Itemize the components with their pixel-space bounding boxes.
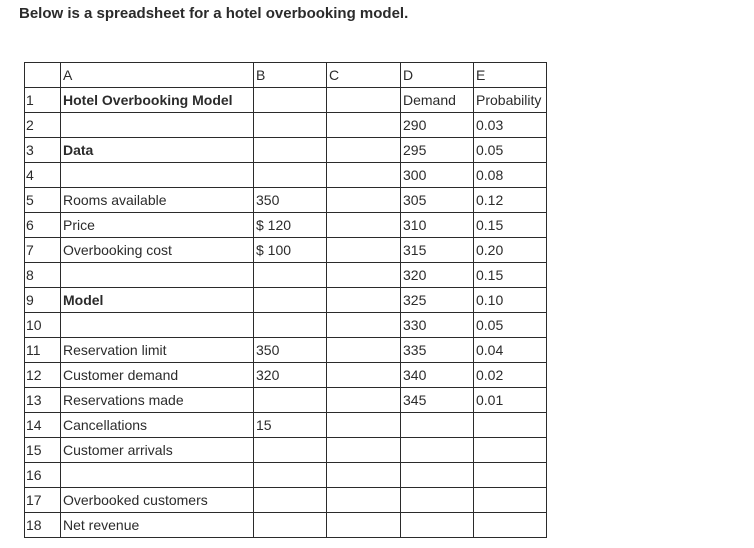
cell-d[interactable] (401, 463, 474, 488)
cell-b[interactable] (254, 163, 327, 188)
cell-d[interactable]: 290 (401, 113, 474, 138)
cell-b[interactable]: 350 (254, 338, 327, 363)
column-header-b[interactable]: B (254, 63, 327, 88)
cell-a[interactable]: Customer arrivals (61, 438, 254, 463)
table-row (25, 263, 547, 288)
cell-c[interactable] (327, 263, 401, 288)
column-header-c[interactable]: C (327, 63, 401, 88)
column-header-row (25, 63, 547, 88)
cell-b[interactable] (254, 263, 327, 288)
table-row (25, 363, 547, 388)
cell-b[interactable] (254, 463, 327, 488)
cell-e[interactable]: 0.03 (474, 113, 547, 138)
row-number[interactable]: 13 (25, 388, 61, 413)
cell-e[interactable] (474, 488, 547, 513)
cell-d[interactable] (401, 513, 474, 538)
cell-d[interactable]: 325 (401, 288, 474, 313)
cell-c[interactable] (327, 188, 401, 213)
row-number[interactable]: 5 (25, 188, 61, 213)
table-row (25, 113, 547, 138)
cell-e[interactable]: 0.15 (474, 213, 547, 238)
cell-a[interactable]: Reservations made (61, 388, 254, 413)
row-number[interactable]: 4 (25, 163, 61, 188)
row-number[interactable]: 18 (25, 513, 61, 538)
row-number[interactable]: 7 (25, 238, 61, 263)
cell-c[interactable] (327, 513, 401, 538)
cell-b[interactable] (254, 88, 327, 113)
cell-e[interactable]: 0.05 (474, 138, 547, 163)
table-row (25, 338, 547, 363)
cell-c[interactable] (327, 413, 401, 438)
row-number[interactable]: 12 (25, 363, 61, 388)
table-row (25, 288, 547, 313)
row-number[interactable]: 14 (25, 413, 61, 438)
column-header-d[interactable]: D (401, 63, 474, 88)
cell-d[interactable]: 320 (401, 263, 474, 288)
cell-a[interactable]: Overbooked customers (61, 488, 254, 513)
cell-d[interactable] (401, 413, 474, 438)
row-number[interactable]: 15 (25, 438, 61, 463)
cell-b[interactable]: 320 (254, 363, 327, 388)
cell-d[interactable] (401, 488, 474, 513)
cell-e[interactable]: 0.02 (474, 363, 547, 388)
cell-b[interactable]: 350 (254, 188, 327, 213)
cell-c[interactable] (327, 113, 401, 138)
cell-c[interactable] (327, 238, 401, 263)
cell-a[interactable]: Hotel Overbooking Model (61, 88, 254, 113)
cell-c[interactable] (327, 438, 401, 463)
cell-e[interactable]: 0.04 (474, 338, 547, 363)
table-row (25, 313, 547, 338)
cell-b[interactable] (254, 313, 327, 338)
table-row (25, 438, 547, 463)
cell-b[interactable] (254, 138, 327, 163)
cell-b[interactable]: $ 100 (254, 238, 327, 263)
table-row (25, 188, 547, 213)
cell-a[interactable] (61, 263, 254, 288)
cell-b[interactable] (254, 388, 327, 413)
cell-c[interactable] (327, 313, 401, 338)
row-number[interactable]: 10 (25, 313, 61, 338)
cell-b[interactable] (254, 113, 327, 138)
cell-a[interactable]: Overbooking cost (61, 238, 254, 263)
table-row (25, 163, 547, 188)
cell-e[interactable]: 0.08 (474, 163, 547, 188)
cell-a[interactable]: Price (61, 213, 254, 238)
row-number[interactable]: 17 (25, 488, 61, 513)
cell-b[interactable]: $ 120 (254, 213, 327, 238)
cell-e[interactable]: 0.15 (474, 263, 547, 288)
cell-e[interactable]: 0.20 (474, 238, 547, 263)
cell-d[interactable]: Demand (401, 88, 474, 113)
row-number[interactable]: 2 (25, 113, 61, 138)
cell-c[interactable] (327, 163, 401, 188)
table-row (25, 388, 547, 413)
row-number[interactable]: 16 (25, 463, 61, 488)
table-row (25, 463, 547, 488)
cell-d[interactable]: 310 (401, 213, 474, 238)
cell-e[interactable]: 0.05 (474, 313, 547, 338)
cell-a[interactable]: Data (61, 138, 254, 163)
cell-c[interactable] (327, 338, 401, 363)
row-number[interactable]: 1 (25, 88, 61, 113)
cell-e[interactable] (474, 513, 547, 538)
cell-a[interactable] (61, 113, 254, 138)
row-number[interactable]: 9 (25, 288, 61, 313)
cell-e[interactable]: 0.12 (474, 188, 547, 213)
cell-d[interactable]: 315 (401, 238, 474, 263)
cell-b[interactable] (254, 513, 327, 538)
cell-e[interactable]: 0.01 (474, 388, 547, 413)
cell-d[interactable] (401, 438, 474, 463)
cell-b[interactable] (254, 488, 327, 513)
cell-d[interactable]: 300 (401, 163, 474, 188)
cell-b[interactable] (254, 288, 327, 313)
cell-c[interactable] (327, 288, 401, 313)
row-number[interactable]: 6 (25, 213, 61, 238)
cell-e[interactable]: Probability (474, 88, 547, 113)
cell-e[interactable] (474, 463, 547, 488)
column-header-a[interactable]: A (61, 63, 254, 88)
cell-e[interactable] (474, 413, 547, 438)
cell-e[interactable]: 0.10 (474, 288, 547, 313)
row-number[interactable]: 8 (25, 263, 61, 288)
corner-cell[interactable] (25, 63, 61, 88)
cell-c[interactable] (327, 363, 401, 388)
cell-d[interactable]: 330 (401, 313, 474, 338)
cell-c[interactable] (327, 213, 401, 238)
cell-a[interactable]: Model (61, 288, 254, 313)
cell-c[interactable] (327, 138, 401, 163)
cell-a[interactable] (61, 463, 254, 488)
row-number[interactable]: 11 (25, 338, 61, 363)
column-header-e[interactable]: E (474, 63, 547, 88)
table-row (25, 513, 547, 538)
cell-a[interactable]: Net revenue (61, 513, 254, 538)
cell-d[interactable]: 335 (401, 338, 474, 363)
cell-c[interactable] (327, 463, 401, 488)
row-number[interactable]: 3 (25, 138, 61, 163)
cell-b[interactable]: 15 (254, 413, 327, 438)
cell-a[interactable]: Cancellations (61, 413, 254, 438)
cell-d[interactable]: 305 (401, 188, 474, 213)
cell-a[interactable]: Customer demand (61, 363, 254, 388)
cell-c[interactable] (327, 488, 401, 513)
cell-c[interactable] (327, 388, 401, 413)
page-heading: Below is a spreadsheet for a hotel overbooking model. (19, 5, 409, 22)
table-row (25, 213, 547, 238)
cell-e[interactable] (474, 438, 547, 463)
cell-c[interactable] (327, 88, 401, 113)
table-row (25, 88, 547, 113)
cell-a[interactable]: Reservation limit (61, 338, 254, 363)
cell-a[interactable]: Rooms available (61, 188, 254, 213)
table-row (25, 413, 547, 438)
table-row (25, 488, 547, 513)
cell-d[interactable]: 340 (401, 363, 474, 388)
cell-a[interactable] (61, 163, 254, 188)
cell-d[interactable]: 295 (401, 138, 474, 163)
cell-b[interactable] (254, 438, 327, 463)
spreadsheet-table (24, 62, 547, 538)
table-row (25, 138, 547, 163)
cell-d[interactable]: 345 (401, 388, 474, 413)
cell-a[interactable] (61, 313, 254, 338)
table-row (25, 238, 547, 263)
